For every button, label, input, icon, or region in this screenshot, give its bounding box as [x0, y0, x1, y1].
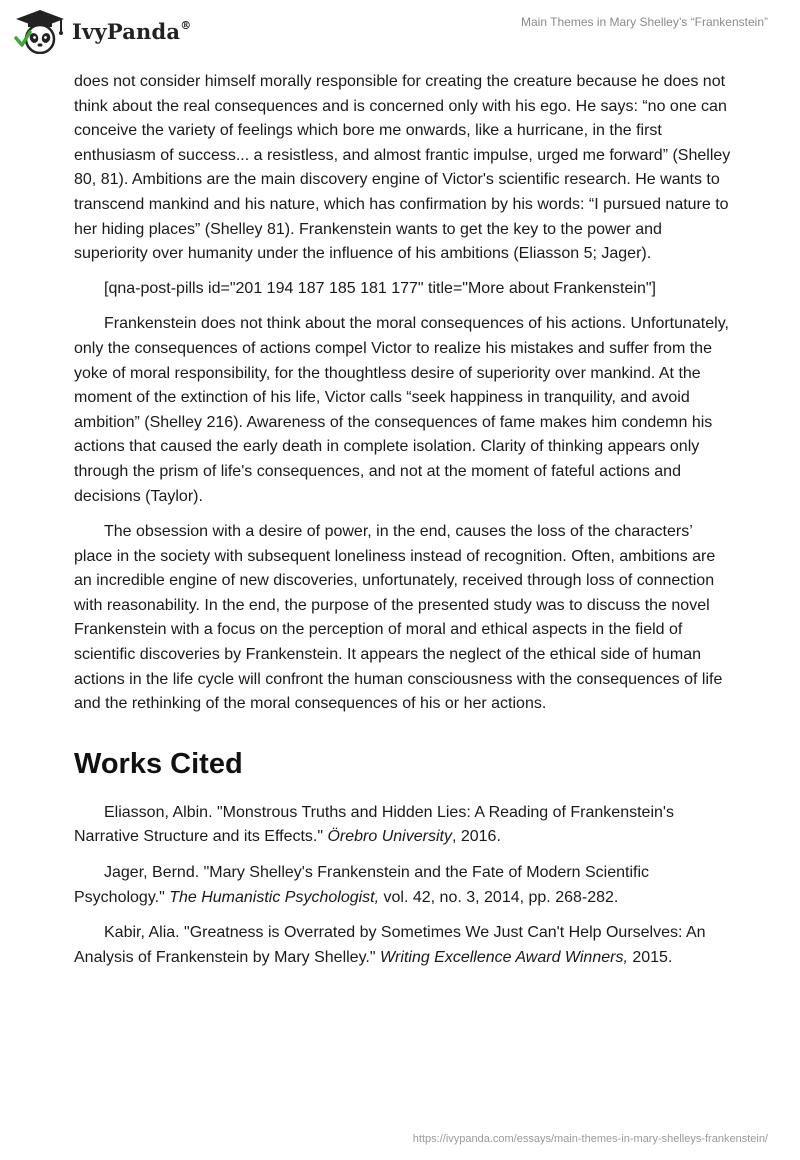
citation-entry — [74, 861, 734, 910]
running-title: Main Themes in Mary Shelley’s “Frankenstein” — [521, 15, 768, 29]
citation-details: 2015. — [627, 948, 673, 966]
citation-source: Örebro University — [327, 828, 452, 846]
citation-source: The Humanistic Psychologist, — [169, 888, 380, 906]
citation-text: Eliasson, Albin. "Monstrous Truths and Hidden Lies: A Reading of Frankenstein's Narrative Structure and its Effects." — [74, 803, 674, 846]
citation-details: vol. 42, no. 3, 2014, pp. 268-282. — [379, 888, 619, 906]
body-paragraph-2: Frankenstein does not think about the moral consequences of his actions. Unfortunately, only the consequences of actions compel Victor to realize his mistakes and suffer from the yoke of moral responsibility, for the thoughtless desire of superiority over mankind. At the moment of the extinction of his life, Victor calls “seek happiness in tranquility, and avoid ambition” (Shelley 216). Awareness of the consequences of fame makes him condemn his actions that caused the early death in complete isolation. Clarity of thinking appears only through the prism of life's consequences, and not at the moment of fateful actions and decisions (Taylor). — [74, 315, 729, 505]
registered-mark: ® — [180, 18, 192, 32]
qna-shortcode: [qna-post-pills id="201 194 187 185 181 177" title="More about Frankenstein"] — [104, 279, 656, 297]
citation-text: Kabir, Alia. "Greatness is Overrated by Sometimes We Just Can't Help Ourselves: An Analysis of Frankenstein by Mary Shelley." — [74, 924, 706, 966]
essay-content — [74, 70, 734, 970]
body-paragraph-1: does not consider himself morally responsible for creating the creature because he does not think about the real consequences and is concerned only with his ego. He says: “no one can conceive the variety of feelings which bore me onwards, like a hurricane, in the first enthusiasm of success... a resistless, and almost frantic impulse, urged me forward” (Shelley 80, 81). Ambitions are the main discovery engine of Victor's scientific research. He wants to transcend mankind and his nature, which has confirmation by his words: “I pursued nature to her hiding places” (Shelley 81). Frankenstein wants to get the key to the power and superiority over humanity under the influence of his ambitions (Eliasson 5; Jager). — [74, 73, 731, 263]
works-cited-heading: Works Cited — [74, 747, 243, 780]
panda-graduate-icon — [14, 8, 66, 54]
page-header — [0, 0, 800, 70]
citation-entry — [74, 921, 734, 970]
ivypanda-logo[interactable] — [14, 8, 191, 54]
source-url[interactable]: https://ivypanda.com/essays/main-themes-in-mary-shelleys-frankenstein/ — [412, 1133, 768, 1145]
logo-text — [72, 19, 191, 44]
citation-entry — [74, 801, 734, 850]
citation-details: , 2016. — [451, 828, 501, 846]
citation-source: Writing Excellence Award Winners, — [379, 948, 628, 966]
body-paragraph-3: The obsession with a desire of power, in the end, causes the loss of the characters’ place in the society with subsequent loneliness instead of recognition. Often, ambitions are an incredible engine of new discoveries, unfortunately, received through loss of connection with reasonability. In the end, the purpose of the presented study was to discuss the novel Frankenstein with a focus on the perception of moral and ethical aspects in the field of scientific discoveries by Frankenstein. It appears the neglect of the ethical side of human actions in the life cycle will confront the human consciousness with the consequences of life and the rethinking of the moral consequences of his or her actions. — [74, 523, 723, 713]
citation-text: Jager, Bernd. "Mary Shelley's Frankenstein and the Fate of Modern Scientific Psychology." — [74, 864, 650, 906]
logo-name: IvyPanda — [72, 18, 181, 44]
